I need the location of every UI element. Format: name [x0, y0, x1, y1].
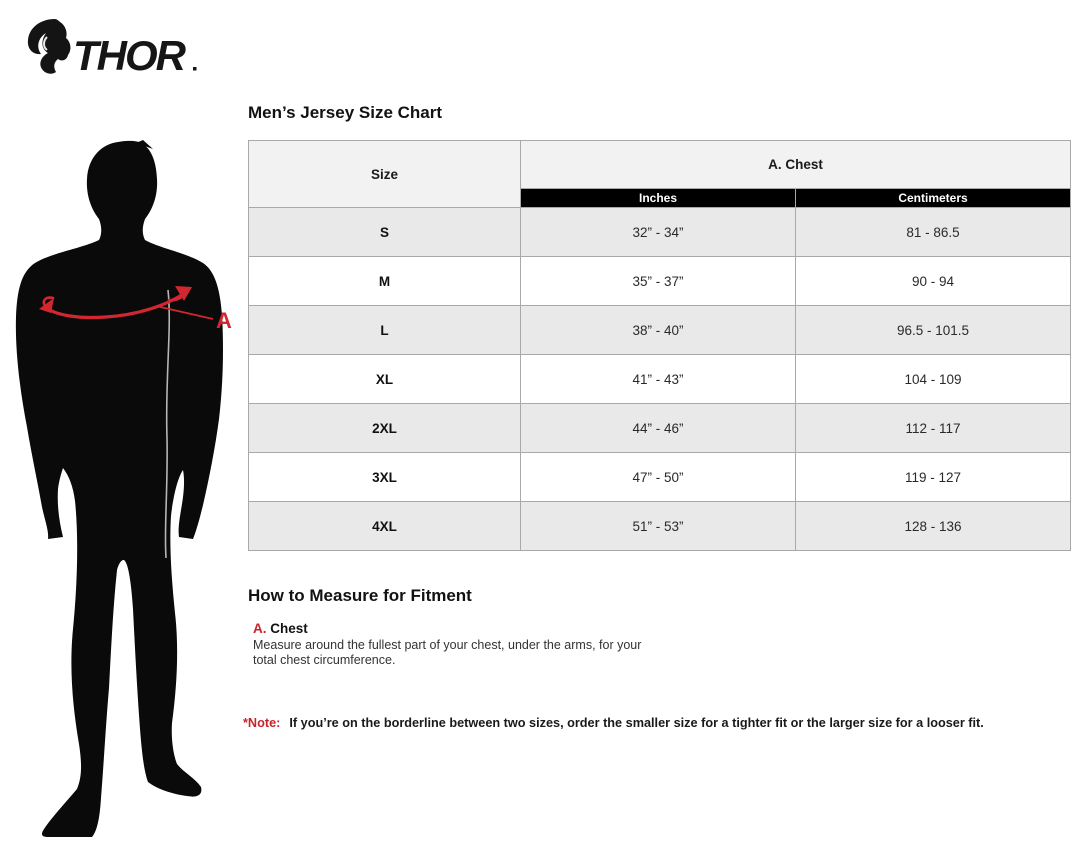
inches-unit-cell: Inches [521, 189, 796, 208]
body-silhouette-figure [6, 138, 238, 838]
note [243, 716, 1043, 730]
table-row-s [249, 208, 1071, 257]
chest-group-header-cell: A. Chest [521, 141, 1071, 189]
note-text: If you’re on the borderline between two sizes, order the smaller size for a tighter fit or the larger size for a looser fit. [289, 716, 984, 730]
inches-cell: 51” - 53” [521, 502, 796, 551]
size-cell: S [249, 208, 521, 257]
thor-logo-svg [25, 16, 203, 78]
measure-name: Chest [270, 621, 308, 636]
measure-description: Measure around the fullest part of your chest, under the arms, for your total chest circumference. [253, 638, 642, 667]
inches-cell: 32” - 34” [521, 208, 796, 257]
size-cell: 4XL [249, 502, 521, 551]
table-row-m [249, 257, 1071, 306]
note-prefix: *Note: [243, 716, 281, 730]
size-cell: 2XL [249, 404, 521, 453]
size-header-cell: Size [249, 141, 521, 208]
size-cell: L [249, 306, 521, 355]
table-row-4xl [249, 502, 1071, 551]
centimeters-cell: 104 - 109 [796, 355, 1071, 404]
table-row-xl [249, 355, 1071, 404]
measure-chest-block [253, 621, 653, 668]
centimeters-cell: 90 - 94 [796, 257, 1071, 306]
table-row-2xl [249, 404, 1071, 453]
inches-cell: 44” - 46” [521, 404, 796, 453]
measure-letter: A. [253, 621, 267, 636]
size-cell: XL [249, 355, 521, 404]
inches-cell: 41” - 43” [521, 355, 796, 404]
inches-cell: 47” - 50” [521, 453, 796, 502]
chest-label: A [216, 308, 232, 333]
trademark-dot [193, 67, 197, 71]
centimeters-cell: 128 - 136 [796, 502, 1071, 551]
thor-ram-head-icon [28, 19, 71, 74]
size-cell: 3XL [249, 453, 521, 502]
centimeters-cell: 81 - 86.5 [796, 208, 1071, 257]
centimeters-cell: 119 - 127 [796, 453, 1071, 502]
page-title: Men’s Jersey Size Chart [248, 103, 443, 122]
centimeters-cell: 96.5 - 101.5 [796, 306, 1071, 355]
table-row-l [249, 306, 1071, 355]
size-chart-table [248, 140, 1071, 551]
centimeters-unit-cell: Centimeters [796, 189, 1071, 208]
howto-title: How to Measure for Fitment [248, 586, 472, 605]
table-row-3xl [249, 453, 1071, 502]
centimeters-cell: 112 - 117 [796, 404, 1071, 453]
size-cell: M [249, 257, 521, 306]
inches-cell: 38” - 40” [521, 306, 796, 355]
measure-label [253, 621, 653, 636]
brand-logo [25, 16, 203, 78]
inches-cell: 35” - 37” [521, 257, 796, 306]
thor-wordmark: THOR [73, 32, 184, 78]
body-silhouette-svg [6, 138, 238, 838]
male-body-silhouette [16, 140, 223, 837]
